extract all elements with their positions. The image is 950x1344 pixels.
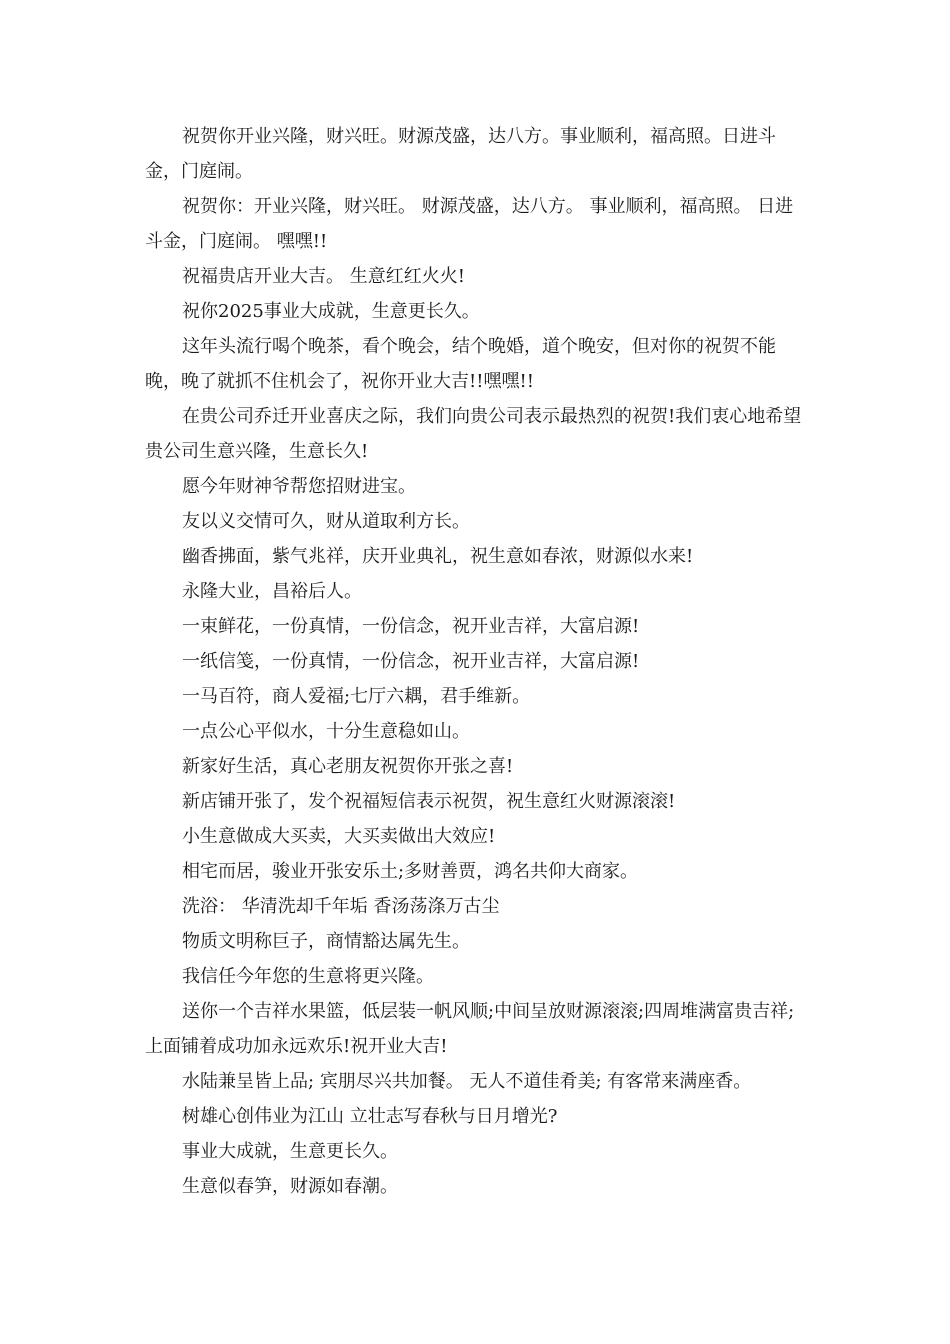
paragraph: 祝贺你：开业兴隆，财兴旺。 财源茂盛，达八方。 事业顺利，福高照。 日进斗金，门庭闹。 嘿嘿!! [145,196,794,252]
paragraph: 祝福贵店开业大吉。 生意红红火火! [182,266,465,287]
paragraph: 我信任今年您的生意将更兴隆。 [182,966,434,987]
paragraph: 祝你2025事业大成就，生意更长久。 [182,301,480,322]
paragraph: 物质文明称巨子，商情豁达属先生。 [182,931,470,952]
paragraph: 永隆大业，昌裕后人。 [182,581,362,602]
paragraph: 树雄心创伟业为江山 立壮志写春秋与日月增光? [182,1106,558,1127]
paragraph: 洗浴： 华清洗却千年垢 香汤荡涤万古尘 [182,896,500,917]
paragraph: 这年头流行喝个晚茶，看个晚会，结个晚婚，道个晚安，但对你的祝贺不能晚，晚了就抓不住机会了，祝你开业大吉!!嘿嘿!! [145,336,776,392]
paragraph: 愿今年财神爷帮您招财进宝。 [182,476,416,497]
document-body [145,119,810,1204]
paragraph: 幽香拂面，紫气兆祥，庆开业典礼，祝生意如春浓，财源似水来! [182,546,694,567]
paragraph: 水陆兼呈皆上品; 宾朋尽兴共加餐。 无人不道佳肴美; 有客常来满座香。 [182,1071,752,1092]
paragraph: 新家好生活，真心老朋友祝贺你开张之喜! [182,756,514,777]
paragraph: 一点公心平似水，十分生意稳如山。 [182,721,470,742]
paragraph: 一纸信笺，一份真情，一份信念，祝开业吉祥，大富启源! [182,651,640,672]
paragraph: 新店铺开张了，发个祝福短信表示祝贺，祝生意红火财源滚滚! [182,791,676,812]
paragraph: 小生意做成大买卖，大买卖做出大效应! [182,826,496,847]
paragraph: 在贵公司乔迁开业喜庆之际，我们向贵公司表示最热烈的祝贺!我们衷心地希望贵公司生意兴隆，生意长久! [145,406,802,462]
paragraph: 祝贺你开业兴隆，财兴旺。财源茂盛，达八方。事业顺利，福高照。日进斗金，门庭闹。 [145,126,776,182]
paragraph: 事业大成就，生意更长久。 [182,1141,398,1162]
paragraph: 友以义交情可久，财从道取利方长。 [182,511,470,532]
paragraph: 一马百符，商人爱福;七厅六耦，君手维新。 [182,686,531,707]
paragraph: 相宅而居，骏业开张安乐土;多财善贾，鸿名共仰大商家。 [182,861,639,882]
paragraph: 一束鲜花，一份真情，一份信念，祝开业吉祥，大富启源! [182,616,640,637]
paragraph: 生意似春笋，财源如春潮。 [182,1176,398,1197]
paragraph: 送你一个吉祥水果篮，低层装一帆风顺;中间呈放财源滚滚;四周堆满富贵吉祥;上面铺着成功加永远欢乐!祝开业大吉! [145,1001,795,1057]
